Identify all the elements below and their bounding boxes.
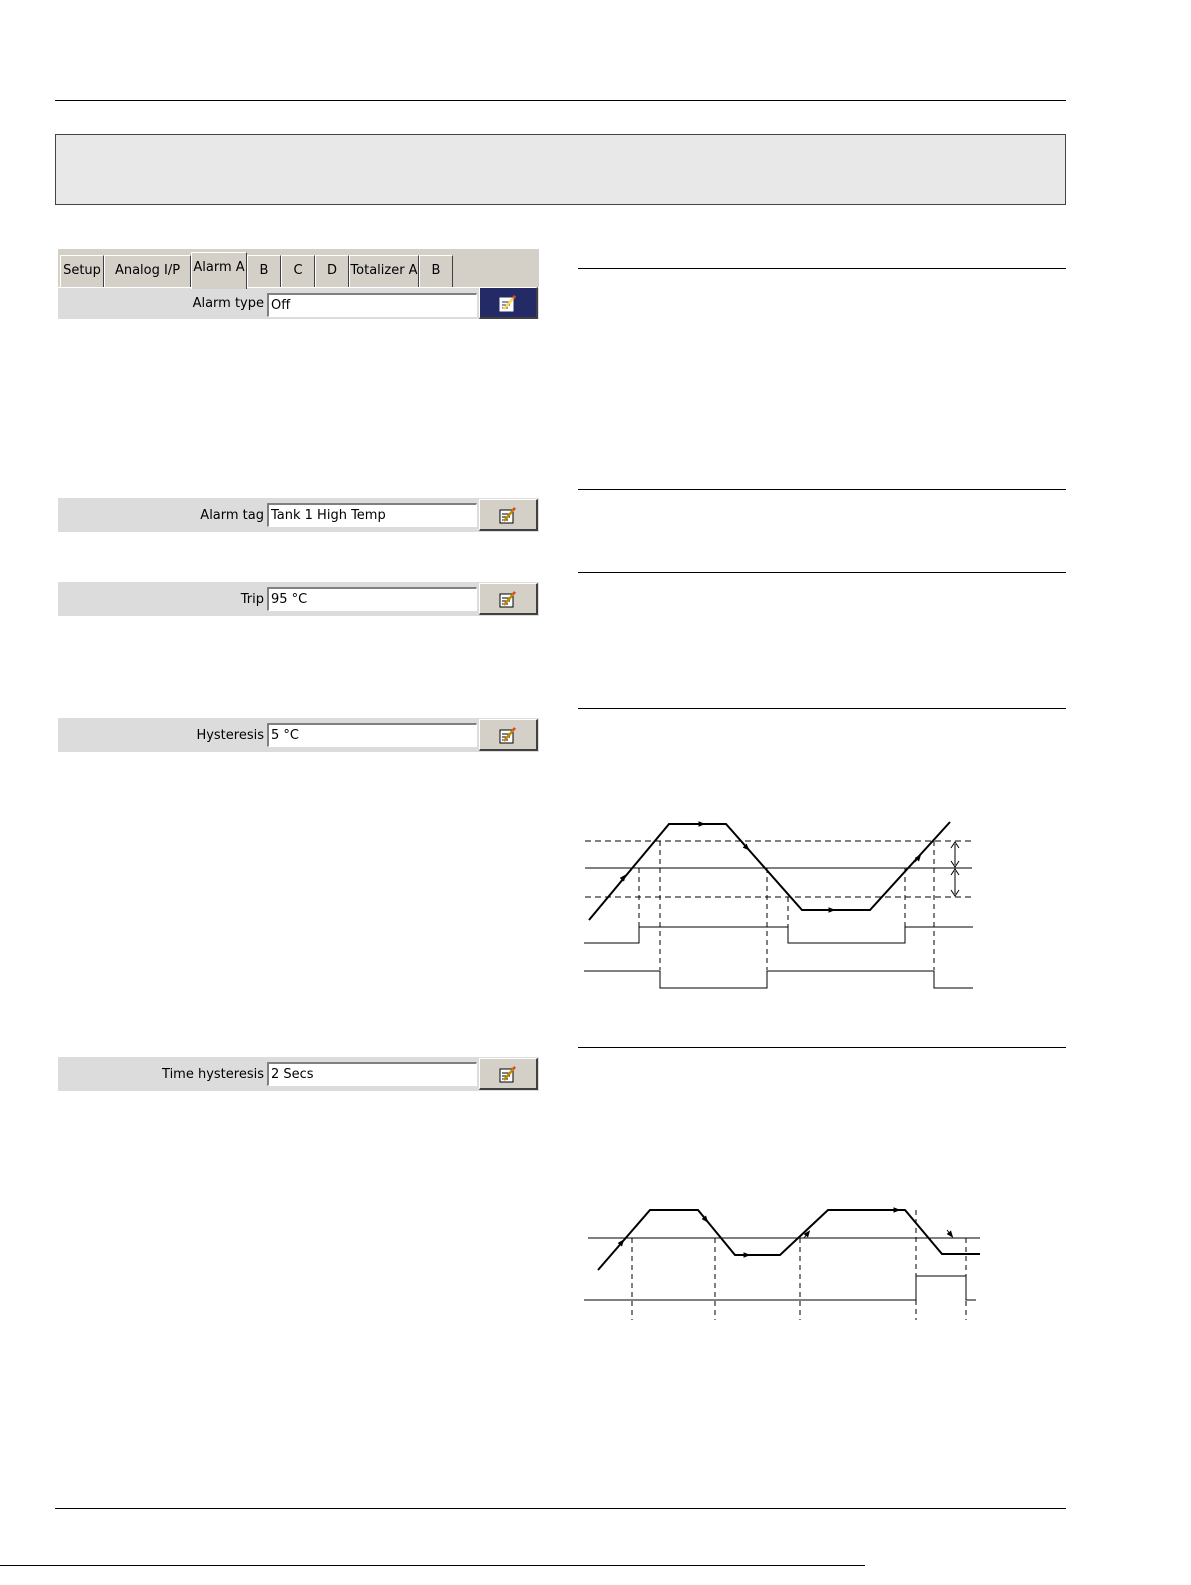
tab-analog-ip-a1[interactable]: Analog I/P — [104, 255, 191, 287]
trip-edit-button[interactable] — [479, 583, 538, 615]
notepad-edit-icon — [498, 725, 518, 745]
alarm-tag-field[interactable] — [267, 503, 477, 527]
tab-alarm-a[interactable]: Alarm A — [191, 252, 247, 289]
trace-arrow — [947, 1230, 951, 1235]
notepad-edit-icon — [498, 505, 518, 525]
tab-alarm-d[interactable]: D — [315, 255, 349, 287]
hysteresis-label: Hysteresis — [196, 727, 264, 743]
tab-alarm-c[interactable]: C — [281, 255, 315, 287]
trip-label: Trip — [240, 591, 264, 607]
time-hysteresis-diagram — [580, 1200, 1005, 1325]
alarm-type-label: Alarm type — [192, 296, 264, 311]
tab-alarm-b[interactable]: B — [247, 255, 281, 287]
tab-strip — [58, 248, 539, 287]
header-rule — [55, 100, 1066, 101]
section-rule-alarm-type — [578, 268, 1066, 269]
alarm-state-waveform — [584, 1276, 976, 1300]
alarm-type-field[interactable] — [267, 293, 477, 317]
section-rule-time-hysteresis — [578, 1047, 1066, 1048]
time-hysteresis-label: Time hysteresis — [162, 1066, 264, 1082]
tab-totalizer-a[interactable]: Totalizer A — [349, 255, 419, 287]
alarm-tag-label: Alarm tag — [200, 507, 264, 523]
alarm-state-waveform-1 — [584, 927, 973, 943]
tab-setup[interactable]: Setup — [60, 255, 104, 287]
footer-rule — [55, 1508, 1066, 1509]
time-hysteresis-edit-button[interactable] — [479, 1058, 538, 1090]
alarm-state-waveform-2 — [584, 971, 973, 988]
alarm-tag-row — [58, 498, 539, 532]
process-trace — [598, 1210, 980, 1270]
alarm-type-row — [58, 287, 539, 319]
hysteresis-field[interactable] — [267, 723, 477, 747]
time-hysteresis-row — [58, 1057, 539, 1091]
alarm-type-edit-button[interactable] — [479, 287, 538, 319]
process-trace — [589, 822, 950, 920]
hysteresis-edit-button[interactable] — [479, 719, 538, 751]
bottom-edge-rule — [0, 1565, 865, 1566]
trip-row — [58, 582, 539, 616]
time-hysteresis-field[interactable] — [267, 1062, 477, 1086]
trace-arrow — [804, 1233, 808, 1238]
notepad-edit-icon — [498, 293, 518, 313]
section-rule-alarm-tag — [578, 489, 1066, 490]
section-rule-trip — [578, 572, 1066, 573]
trip-field[interactable] — [267, 587, 477, 611]
alarm-config-panel — [58, 248, 539, 319]
notepad-edit-icon — [498, 1064, 518, 1084]
double-arrow-icon — [951, 842, 959, 867]
alarm-tag-edit-button[interactable] — [479, 499, 538, 531]
tab-totalizer-b[interactable]: B — [419, 255, 453, 287]
section-banner — [55, 134, 1066, 205]
hysteresis-row — [58, 718, 539, 752]
double-arrow-icon — [951, 869, 959, 896]
notepad-edit-icon — [498, 589, 518, 609]
hysteresis-diagram — [580, 810, 980, 995]
section-rule-hysteresis — [578, 708, 1066, 709]
